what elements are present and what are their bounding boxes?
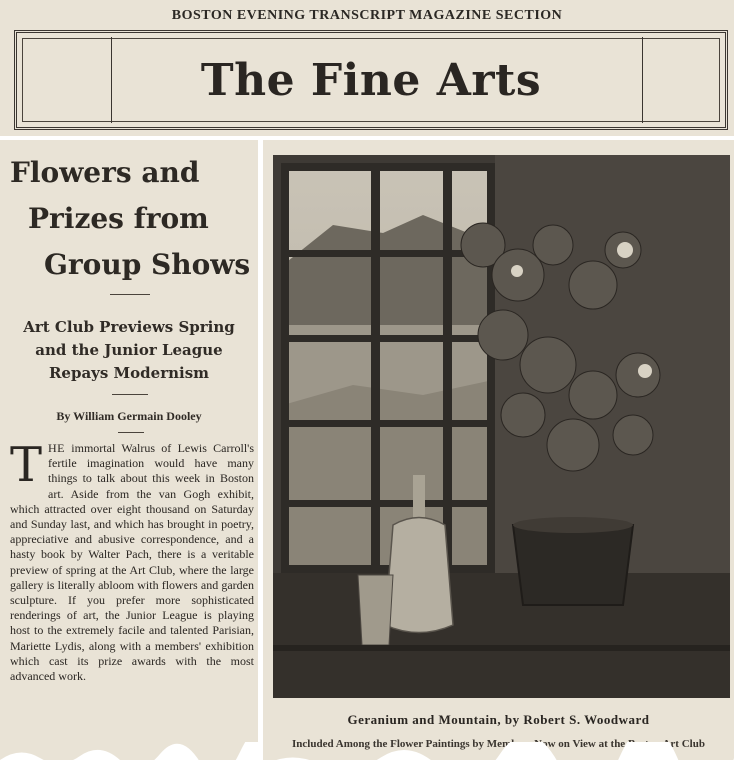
figure-caption: Geranium and Mountain, by Robert S. Woodward [347,712,650,727]
article-deck [4,316,254,385]
headline-line: Prizes from [28,202,209,235]
article-body [10,441,254,756]
header-strip [0,0,734,136]
article-headline [10,150,250,288]
figure-subcaption: Included Among the Flower Paintings by Members Now on View at the Boston Art Club [292,738,705,750]
byline-divider [118,432,144,433]
section-title-box [14,30,728,130]
masthead: BOSTON EVENING TRANSCRIPT MAGAZINE SECTION [171,8,563,23]
headline-divider [110,294,150,295]
painting-image [273,155,730,698]
painting-reproduction [273,155,730,698]
headline-line: Flowers and [10,156,200,189]
deck-divider [112,394,148,395]
first-words: HE [48,441,66,455]
byline: By William Germain Dooley [56,409,202,423]
deck-line: and the Junior League [35,341,223,359]
torn-edge [0,742,734,778]
headline-line: Group Shows [44,248,251,281]
drop-cap: T [10,441,43,493]
section-title: The Fine Arts [200,55,542,106]
deck-line: Art Club Previews Spring [23,318,235,336]
deck-line: Repays Modernism [48,364,210,382]
body-text: immortal Walrus of Lewis Carroll's fertile imagination would have many things to talk about this week in Boston art. Aside from the van Gogh exhibit, which attracted over eight thousand on Saturday and Sunday last, and which has brought in poetry, appreciative and abusive correspondence, and a hasty book by Walter Pach, there is a veritable preview of spring at the Art Club, where the large gallery is literally abloom with flowers and garden sculpture. If you prefer more sophisticated renderings of art, the Junior League is playing host to the extremely facile and talented Parisian, Mariette Lydis, along with a members' exhibition which cast its prize awards with the most advanced work. [10,441,254,684]
